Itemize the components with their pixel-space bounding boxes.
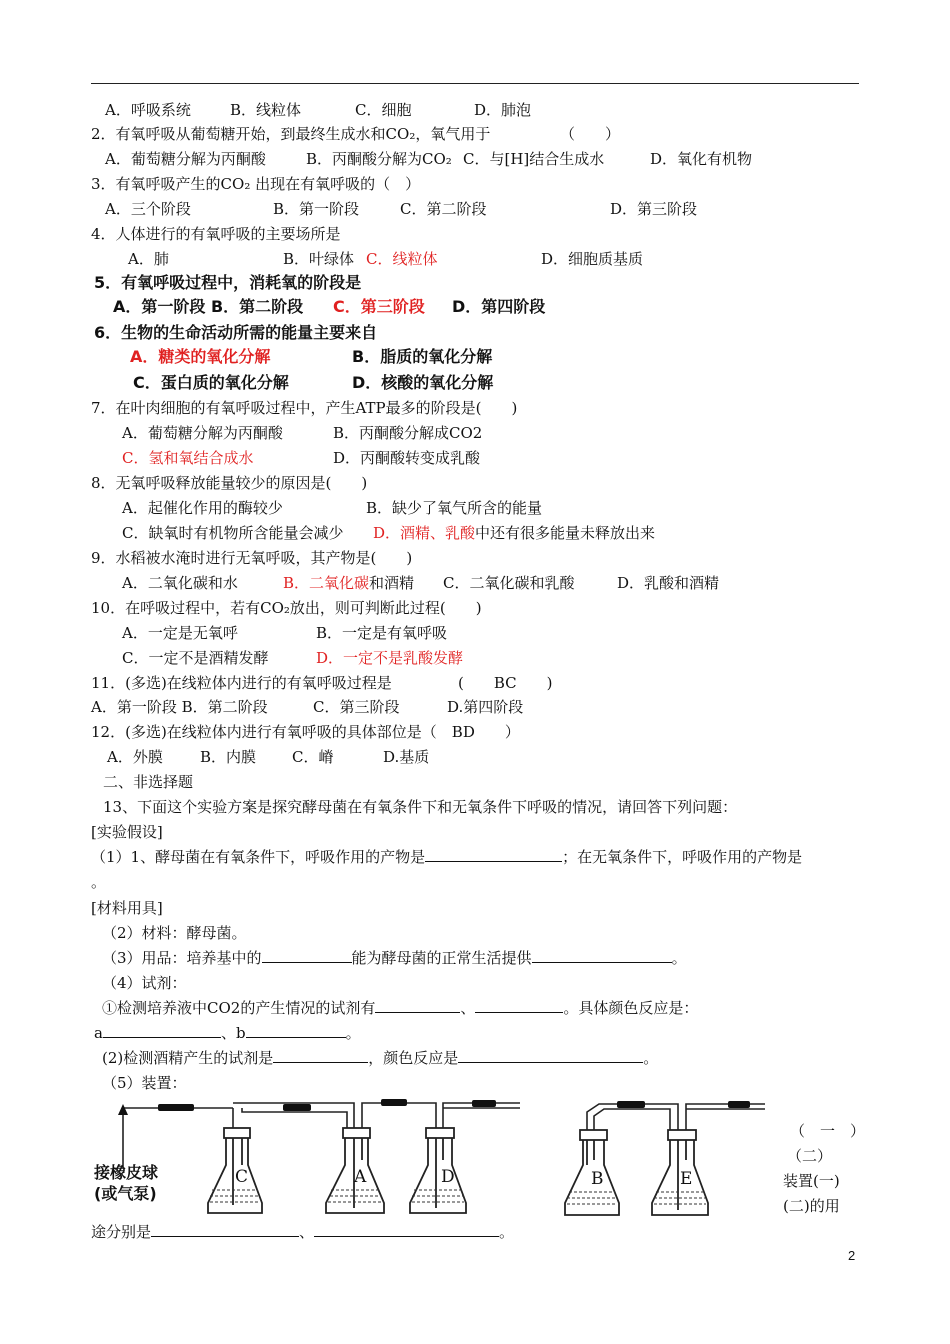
side-text-3: 装置(一) <box>783 1172 840 1190</box>
usage-sep: 、 <box>299 1223 315 1241</box>
alcohol-end: 。 <box>643 1049 659 1067</box>
color-end: 。 <box>345 1024 361 1042</box>
q5-option-ab: A．第一阶段 B．第二阶段 <box>113 297 304 316</box>
q6-option-a-answer: A．糖类的氧化分解 <box>130 347 271 366</box>
q1-option-d: D．肺泡 <box>474 101 532 119</box>
arrow-up-icon <box>118 1104 128 1115</box>
q6-option-c: C．蛋白质的氧化分解 <box>133 373 289 392</box>
q8-option-b: B．缺少了氧气所含的能量 <box>366 499 543 517</box>
q1-option-b: B．线粒体 <box>230 101 302 119</box>
q3-option-c: C．第二阶段 <box>400 200 487 218</box>
usage-text: 途分别是 <box>91 1223 152 1241</box>
pump-tube <box>123 1108 233 1168</box>
q12-option-d: D.基质 <box>383 748 430 766</box>
q9-option-a: A．二氧化碳和水 <box>122 574 238 592</box>
q1-option-c: C．细胞 <box>355 101 412 119</box>
q8-option-c: C．缺氧时有机物所含能量会减少 <box>122 524 344 542</box>
q10-option-b: B．一定是有氧呼吸 <box>316 624 448 642</box>
q9-option-c: C．二氧化碳和乳酸 <box>443 574 575 592</box>
color-b-label: 、b <box>220 1024 246 1042</box>
q10-option-a: A．一定是无氧呼 <box>122 624 238 642</box>
reagents-title: （4）试剂： <box>102 974 187 992</box>
q10-option-d-answer: D．一定不是乳酸发酵 <box>316 649 464 667</box>
page-number: 2 <box>848 1248 856 1263</box>
q2-stem: 2．有氧呼吸从葡萄糖开始，到最终生成水和CO₂，氧气用于 <box>91 125 491 143</box>
q8-stem: 8．无氧呼吸释放能量较少的原因是( ) <box>91 474 368 492</box>
q6-option-d: D．核酸的氧化分解 <box>352 373 494 392</box>
q7-option-c-answer: C．氢和氧结合成水 <box>122 449 254 467</box>
reagent-co2-sep: 、 <box>460 999 476 1017</box>
q2-option-a: A．葡萄糖分解为丙酮酸 <box>105 150 266 168</box>
pump-label-1: 接橡皮球 <box>94 1163 159 1182</box>
hypothesis-text-1: （1）1、酵母菌在有氧条件下，呼吸作用的产物是 <box>91 848 426 866</box>
q11-option-c: C．第三阶段 <box>313 698 400 716</box>
q10-option-c: C．一定不是酒精发酵 <box>122 649 269 667</box>
q11-stem: 11．(多选)在线粒体内进行的有氧呼吸过程是 <box>91 674 392 692</box>
q2-paren: （ ） <box>560 125 621 143</box>
materials-3-text-c: 。 <box>671 949 687 967</box>
flask-label-d: D <box>441 1167 455 1187</box>
q1-option-a: A．呼吸系统 <box>105 101 191 119</box>
hypothesis-end: 。 <box>91 873 107 891</box>
q9-option-b-rest: 和酒精 <box>369 574 415 592</box>
flask-label-b: B <box>591 1169 604 1189</box>
side-text-4: (二)的用 <box>783 1197 840 1215</box>
q8-option-d-answer: D．酒精、乳酸 <box>373 524 476 542</box>
q9-option-d: D．乳酸和酒精 <box>617 574 720 592</box>
q7-option-a: A．葡萄糖分解为丙酮酸 <box>122 424 283 442</box>
q7-option-b: B．丙酮酸分解成CO2 <box>333 424 483 442</box>
q12-option-a: A．外膜 <box>107 748 163 766</box>
q11-answer: ( BC ) <box>458 674 553 692</box>
usage-end: 。 <box>499 1223 515 1241</box>
q3-option-d: D．第三阶段 <box>610 200 698 218</box>
q2-option-d: D．氧化有机物 <box>650 150 753 168</box>
q5-option-d: D．第四阶段 <box>452 297 546 316</box>
q4-stem: 4．人体进行的有氧呼吸的主要场所是 <box>91 225 341 243</box>
hypothesis-title: [实验假设] <box>91 823 163 841</box>
q5-option-c-answer: C．第三阶段 <box>333 297 425 316</box>
hypothesis-text-2: ；在无氧条件下，呼吸作用的产物是 <box>562 848 803 866</box>
materials-2: （2）材料：酵母菌。 <box>102 924 247 942</box>
q3-option-b: B．第一阶段 <box>273 200 360 218</box>
q2-option-b: B．丙酮酸分解为CO₂ <box>306 150 452 168</box>
blank-usage-1[interactable] <box>151 1222 299 1237</box>
side-text-2: （二） <box>787 1147 833 1165</box>
q7-option-d: D．丙酮酸转变成乳酸 <box>333 449 481 467</box>
q13-stem: 13、下面这个实验方案是探究酵母菌在有氧条件下和无氧条件下呼吸的情况，请回答下列问题： <box>103 798 738 816</box>
q3-stem: 3．有氧呼吸产生的CO₂ 出现在有氧呼吸的（ ） <box>91 175 421 193</box>
reagent-co2-color-text: 。具体颜色反应是： <box>563 999 699 1017</box>
q11-option-ab: A．第一阶段 B．第二阶段 <box>91 698 268 716</box>
device-title: （5）装置： <box>102 1074 187 1092</box>
q12-option-b: B．内膜 <box>200 748 257 766</box>
materials-title: [材料用具] <box>91 899 163 917</box>
color-a-label: a <box>94 1024 103 1042</box>
usage-line <box>91 1222 514 1242</box>
q3-option-a: A．三个阶段 <box>105 200 191 218</box>
q10-stem: 10．在呼吸过程中，若有CO₂放出，则可判断此过程( ) <box>91 599 482 617</box>
q7-stem: 7．在叶肉细胞的有氧呼吸过程中，产生ATP最多的阶段是( ) <box>91 399 518 417</box>
section-heading: 二、非选择题 <box>103 773 194 791</box>
alcohol-color-text: ，颜色反应是 <box>368 1049 459 1067</box>
q8-option-d-rest: 中还有很多能量未释放出来 <box>475 524 656 542</box>
flask-label-c: C <box>235 1167 249 1187</box>
side-text-1: （ 一 ） <box>790 1122 866 1140</box>
q6-stem: 6．生物的生命活动所需的能量主要来自 <box>94 323 378 342</box>
q4-option-b: B．叶绿体 <box>283 250 355 268</box>
q2-option-c: C．与[H]结合生成水 <box>463 150 605 168</box>
q4-option-d: D．细胞质基质 <box>541 250 644 268</box>
q8-option-a: A．起催化作用的酶较少 <box>122 499 283 517</box>
materials-3-text-b: 能为酵母菌的正常生活提供 <box>351 949 532 967</box>
blank-usage-2[interactable] <box>314 1222 499 1237</box>
q5-stem: 5．有氧呼吸过程中，消耗氧的阶段是 <box>94 273 362 292</box>
flask-label-e: E <box>680 1169 693 1189</box>
q4-option-c-answer: C．线粒体 <box>366 250 438 268</box>
q9-option-b-answer: B．二氧化碳 <box>283 574 370 592</box>
q9-stem: 9．水稻被水淹时进行无氧呼吸，其产物是( ) <box>91 549 413 567</box>
materials-3-text-a: （3）用品：培养基中的 <box>102 949 262 967</box>
q12-stem: 12．(多选)在线粒体内进行有氧呼吸的具体部位是（ BD ） <box>91 723 520 741</box>
pump-label-2: (或气泵) <box>94 1184 157 1203</box>
flask-label-a: A <box>354 1167 367 1187</box>
alcohol-text: (2)检测酒精产生的试剂是 <box>102 1049 274 1067</box>
q11-option-d: D.第四阶段 <box>447 698 524 716</box>
reagent-co2-text: ①检测培养液中CO2的产生情况的试剂有 <box>102 999 376 1017</box>
q6-option-b: B．脂质的氧化分解 <box>352 347 493 366</box>
q4-option-a: A．肺 <box>128 250 169 268</box>
q12-option-c: C．嵴 <box>292 748 334 766</box>
